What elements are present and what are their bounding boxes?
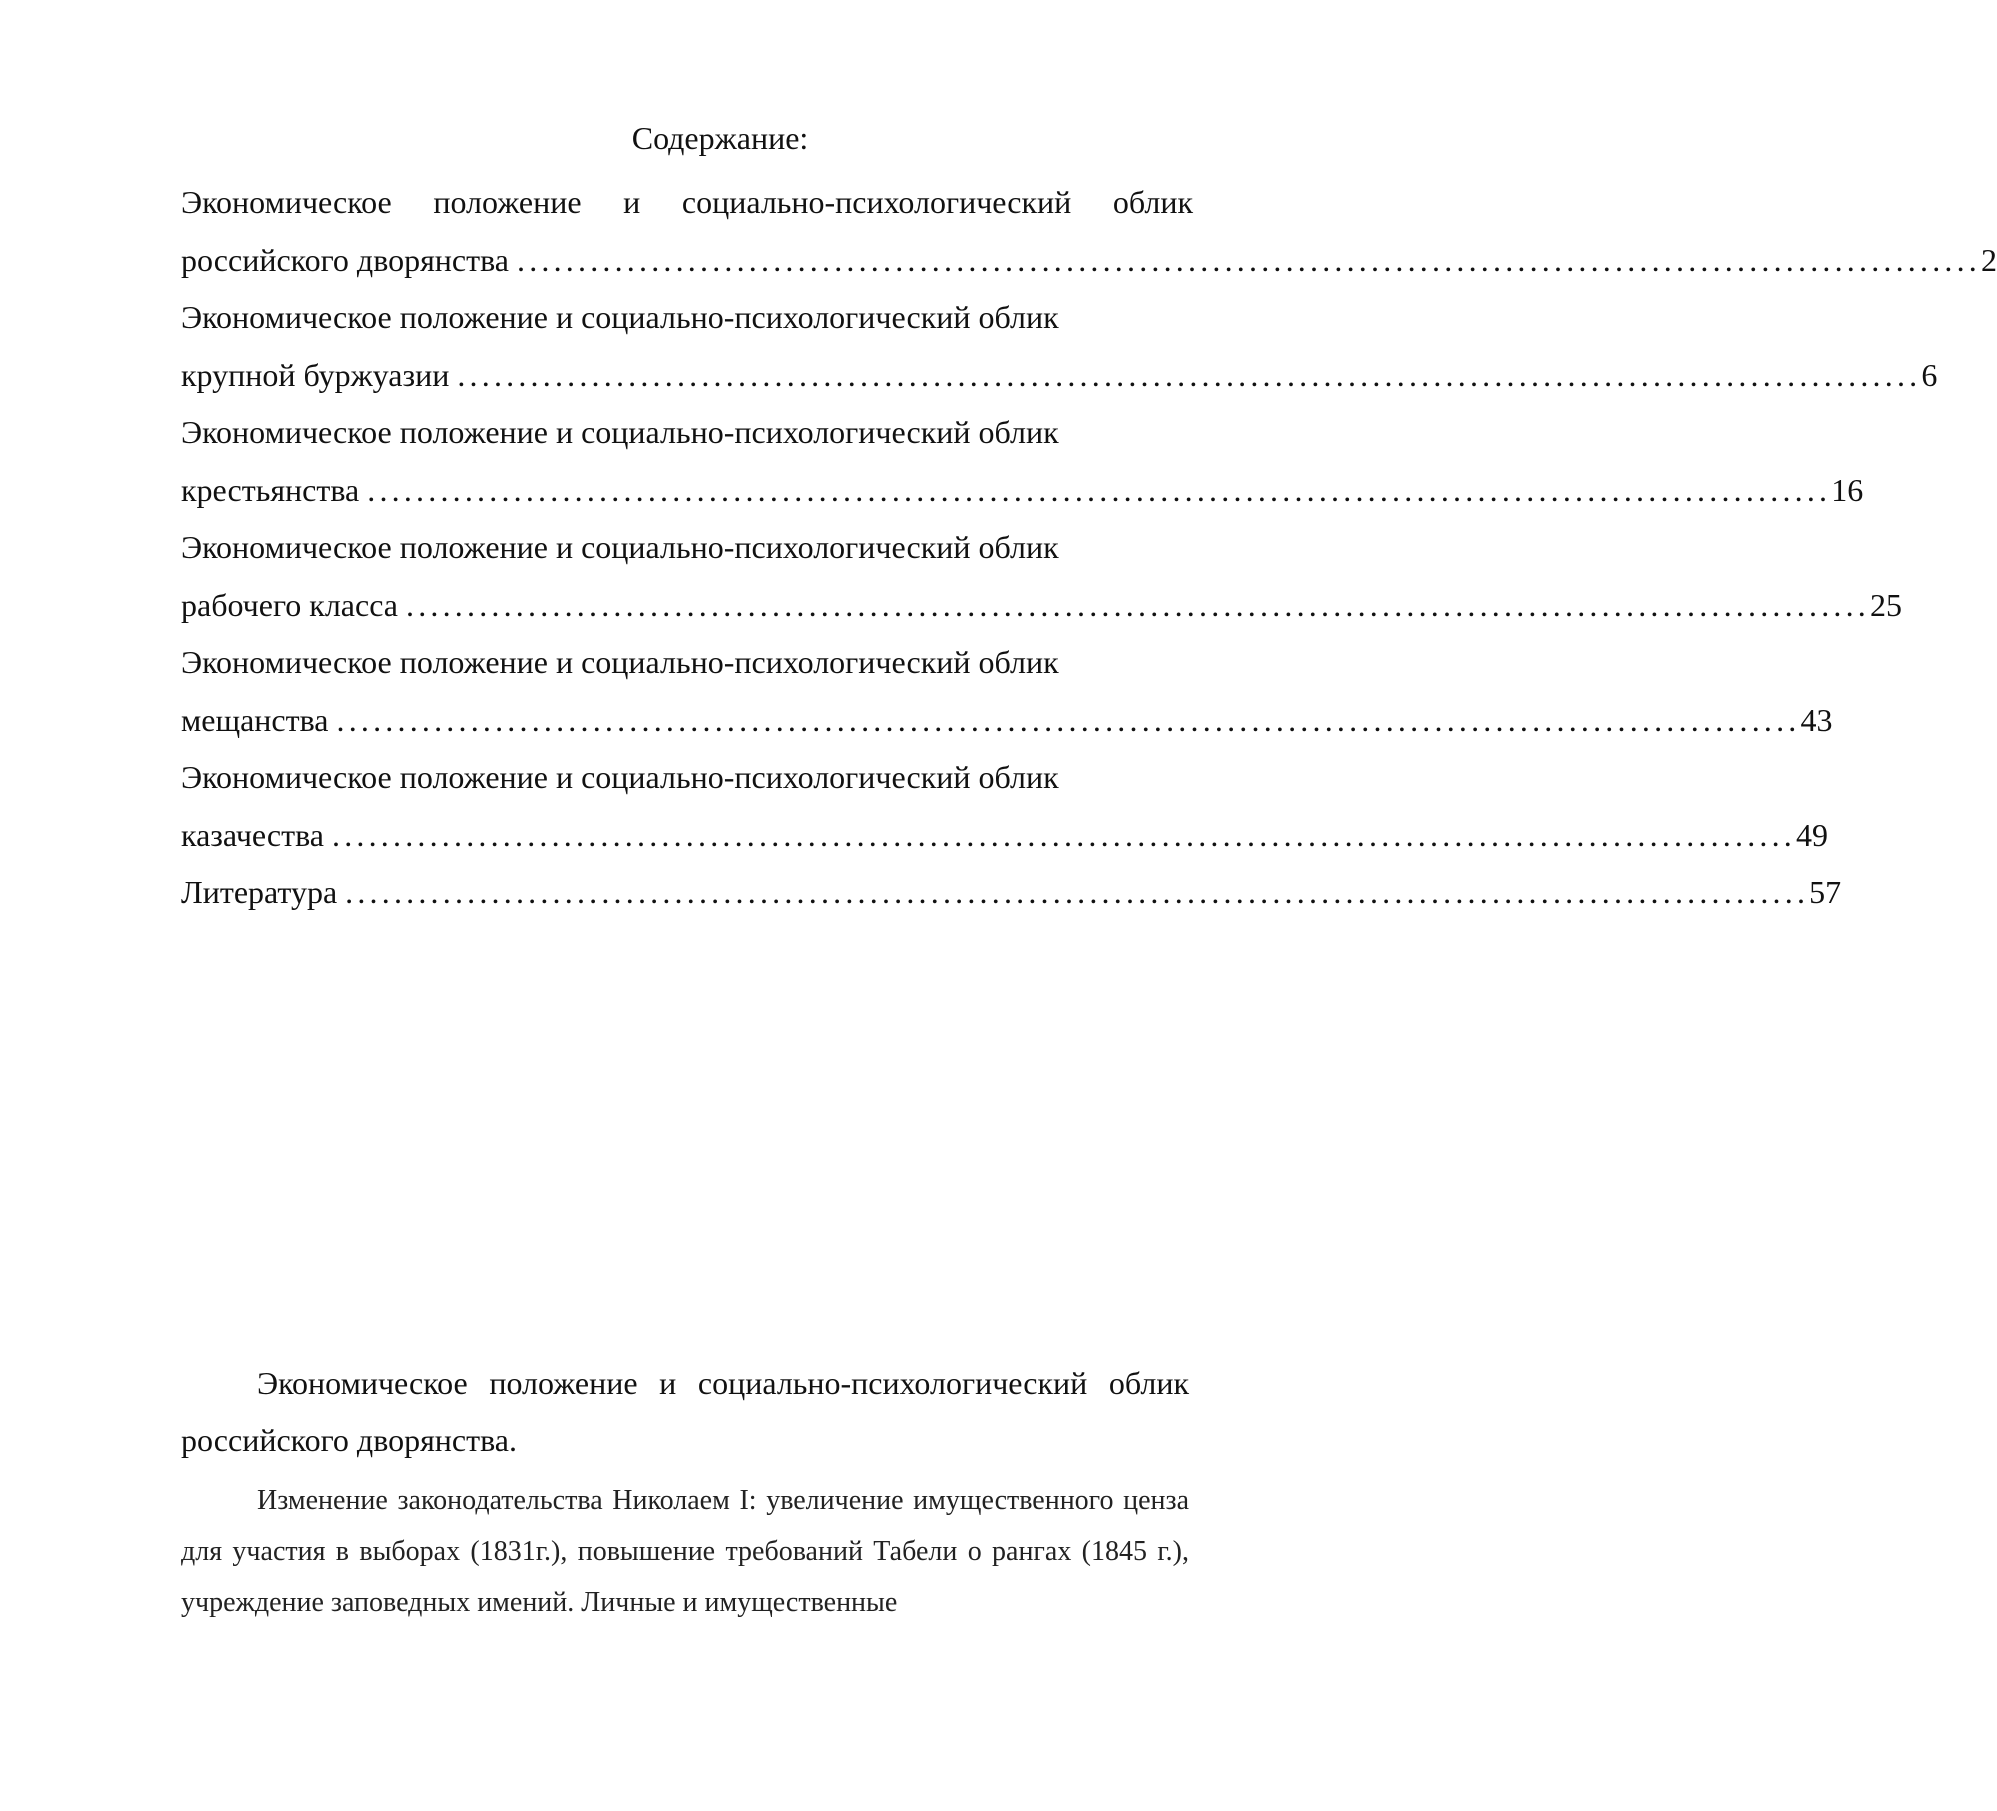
toc-entry-leader-line [181,347,1938,405]
toc-entry-title-line: Экономическое положение и социально-психологический облик [181,414,1059,450]
toc-entry-title-line: Экономическое положение и социально-психологический облик [181,644,1059,680]
toc-dot-leader: ........................................................................................................................ [406,586,1870,623]
toc-entry [181,519,1902,634]
toc-page-number: 43 [1800,701,1833,738]
toc-entry-title: казачества [181,816,324,853]
toc-entry [181,634,1833,749]
toc-entry-title-line: Экономическое положение и социально-психологический облик [181,299,1059,335]
toc-entry-title-line: Экономическое положение и социально-психологический облик [181,184,1193,220]
toc-entry-leader-line [181,577,1902,635]
toc-entry-title: крестьянства [181,471,360,508]
toc-dot-leader: ........................................................................................................................ [457,356,1922,393]
toc-page-number: 57 [1809,874,1842,910]
toc-entry-leader-line [181,807,1828,865]
toc-dot-leader: ........................................................................................................................ [367,471,1832,508]
toc-entry-leader-line [181,232,1997,290]
toc-entry-title-line: Экономическое положение и социально-психологический облик [181,529,1059,565]
toc-dot-leader: ........................................................................................................................ [336,701,1801,738]
toc-page-number: 2 [1981,241,1997,278]
section-heading: Экономическое положение и социально-психологический облик российского дворянства. [181,1365,1189,1458]
toc-entry [181,174,1997,289]
toc-entry [181,864,1842,922]
toc-entry-leader-line [181,692,1833,750]
toc-entry-title: российского дворянства [181,241,509,278]
toc-entry-title: Литература [181,874,338,910]
toc-entry [181,749,1828,864]
toc-page-number: 16 [1831,471,1864,508]
table-of-contents [181,174,1997,922]
section-paragraph: Изменение законодательства Николаем I: увеличение имущественного ценза для участия в выборах (1831г.), повышение требований Табели о рангах (1845 г.), учреждение заповедных имений. Личные и имущественные [181,1485,1189,1618]
toc-entry [181,404,1864,519]
toc-entry-title: крупной буржуазии [181,356,450,393]
toc-page-number: 49 [1796,816,1828,853]
toc-entry [181,289,1938,404]
toc-entry-leader-line [181,864,1842,922]
toc-title: Содержание: [631,120,809,156]
toc-page-number: 25 [1870,586,1902,623]
toc-entry-leader-line [181,462,1864,520]
toc-entry-title: рабочего класса [181,586,398,623]
section [181,1355,1189,1628]
toc-dot-leader: ........................................................................................................................ [345,874,1810,910]
toc-dot-leader: ........................................................................................................................ [517,241,1981,278]
toc-entry-title-line: Экономическое положение и социально-психологический облик [181,759,1059,795]
toc-page-number: 6 [1921,356,1938,393]
toc-entry-title: мещанства [181,701,329,738]
toc-dot-leader: ........................................................................................................................ [332,816,1796,853]
